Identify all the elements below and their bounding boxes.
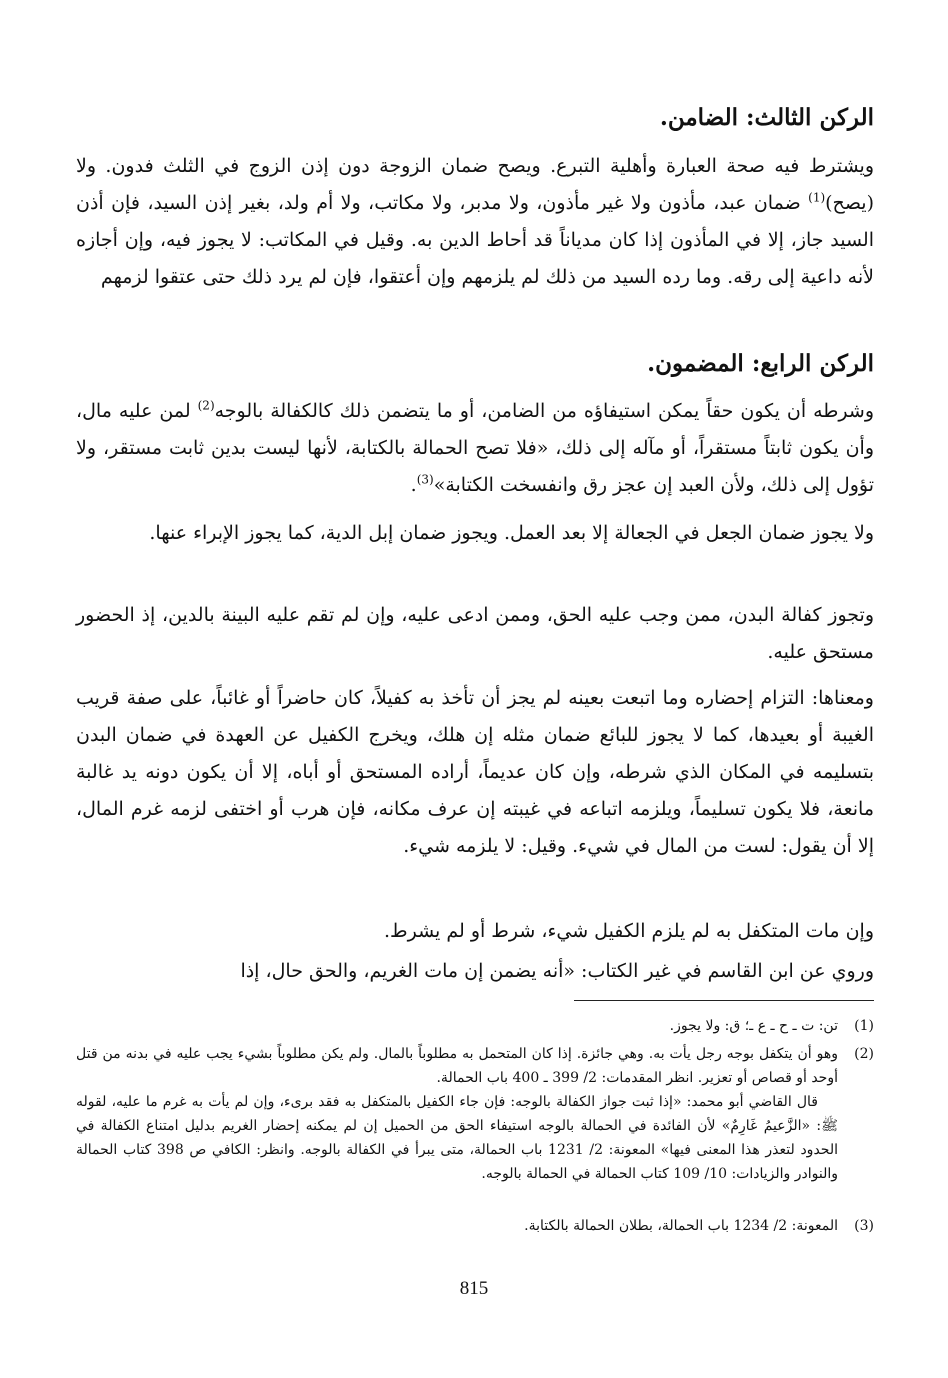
footnote-ref-1: (1) — [808, 190, 826, 205]
paragraph-text: لمن عليه مال، وأن يكون ثابتاً مستقراً، أو مآله إلى ذلك، «فلا تصح الحمالة بالكتابة، لأنها ليست بدين ثابت مستقر، ولا تؤول إلى ذلك، ولأن العبد إن عجز رق وانفسخت الكتابة» — [76, 400, 874, 496]
footnote-text: وهو أن يتكفل بوجه رجل يأت به. وهي جائزة. إذا كان المتحمل به مطلوباً بالمال. ولم يكن مطلوباً بشيء يجب عليه في بدنه من قتل أوحد أو قصاص أو تعزير. انظر المقدمات: 2/ 399 ـ 400 باب الحمالة. — [76, 1046, 838, 1086]
paragraph-meaning: ومعناها: التزام إحضاره وما اتبعت بعينه لم يجز أن تأخذ به كفيلاً، كان حاضراً أو غائباً، على صفة قريب الغيبة أو بعيدها، كما لا يجوز للبائع ضمان مثله إن هلك، ويخرج الكفيل عن العهدة في ضمان البدن بتسليمه في المكان الذي شرطه، وإن كان عديماً، أراده المستحق أو أباه، إلا أن يكون دونه يد غالبة مانعة، فلا يكون تسليماً، ويلزمه اتباعه في غيبته إن عرف مكانه، فإن هرب أو اختفى لزمه غرم المال، إلا أن يقول: لست من المال في شيء. وقيل: لا يلزمه شيء. — [76, 687, 874, 857]
section-heading-fourth-pillar: الركن الرابع: المضمون. — [647, 350, 874, 377]
paragraph-text: وشرطه أن يكون حقاً يمكن استيفاؤه من الضامن، أو ما يتضمن ذلك كالكفالة بالوجه — [214, 400, 874, 422]
paragraph-guarantor — [76, 148, 874, 296]
paragraph-text: . — [410, 474, 417, 496]
paragraph-death: وإن مات المتكفل به لم يلزم الكفيل شيء، شرط أو لم يشرط. — [383, 920, 874, 942]
paragraph-text: ويشترط فيه صحة العبارة وأهلية التبرع. ويصح ضمان الزوجة دون إذن الزوج في الثلث فدون. ولا (يصح) — [76, 155, 874, 214]
footnote-divider — [574, 1000, 874, 1001]
footnote-number: (1) — [854, 1018, 874, 1034]
footnote-3 — [76, 1214, 874, 1238]
paragraph-ibn-qasim: وروي عن ابن القاسم في غير الكتاب: «أنه يضمن إن مات الغريم، والحق حال، إذا — [240, 960, 874, 982]
paragraph-guaranteed — [76, 393, 874, 504]
footnote-text: المعونة: 2/ 1234 باب الحمالة، بطلان الحمالة بالكتابة. — [524, 1218, 838, 1234]
footnote-ref-3: (3) — [416, 472, 434, 487]
paragraph-text: ضمان عبد، مأذون ولا غير مأذون، ولا مدبر، ولا مكاتب، ولا أم ولد، بغير إذن السيد، فإن أذن السيد جاز، إلا في المأذون إذا كان مدياناً قد أحاط الدين به. وقيل في المكاتب: لا يجوز فيه، وإن أجازه لأنه داعية إلى رقه. وما رده السيد من ذلك لم يلزمهم وإن أعتقوا، فإن لم يرد ذلك حتى عتقوا لزمهم — [76, 192, 874, 288]
page-number: 815 — [459, 1278, 489, 1299]
footnote-text: تن: ت ـ ح ـ ع ـ؛ ق: ولا يجوز. — [669, 1018, 838, 1034]
footnote-number: (3) — [854, 1218, 874, 1234]
footnote-ref-2: (2) — [197, 398, 215, 413]
footnote-text: قال القاضي أبو محمد: «إذا ثبت جواز الكفالة بالوجه: فإن جاء الكفيل بالمتكفل به فقد برىء، وإن لم يأت به غرم ما عليه، لقوله ﷺ: «الزَّعيمُ غَارِمٌ» لأن الفائدة في الحمالة بالوجه استيفاء الحق من الحميل إن لم يمكنه إحضار الغريم بدليل امتناع الكفالة في الحدود لتعذر هذا المعنى فيها» المعونة: 2/ 1231 باب الحمالة، متى يبرأ في الكفالة بالوجه. وانظر: الكافي ص 398 كتاب الحمالة والنوادر والزيادات: 10/ 109 كتاب الحمالة في الحمالة بالوجه. — [76, 1094, 838, 1182]
paragraph-bodily-surety: وتجوز كفالة البدن، ممن وجب عليه الحق، وممن ادعى عليه، وإن لم تقم عليه البينة بالدين، إذ الحضور مستحق عليه. — [76, 604, 874, 663]
footnote-number: (2) — [854, 1046, 874, 1062]
footnote-2 — [76, 1042, 874, 1186]
paragraph-reward: ولا يجوز ضمان الجعل في الجعالة إلا بعد العمل. ويجوز ضمان إبل الدية، كما يجوز الإبراء عنها. — [149, 522, 874, 544]
footnote-1 — [76, 1014, 874, 1038]
section-heading-third-pillar: الركن الثالث: الضامن. — [659, 104, 874, 131]
